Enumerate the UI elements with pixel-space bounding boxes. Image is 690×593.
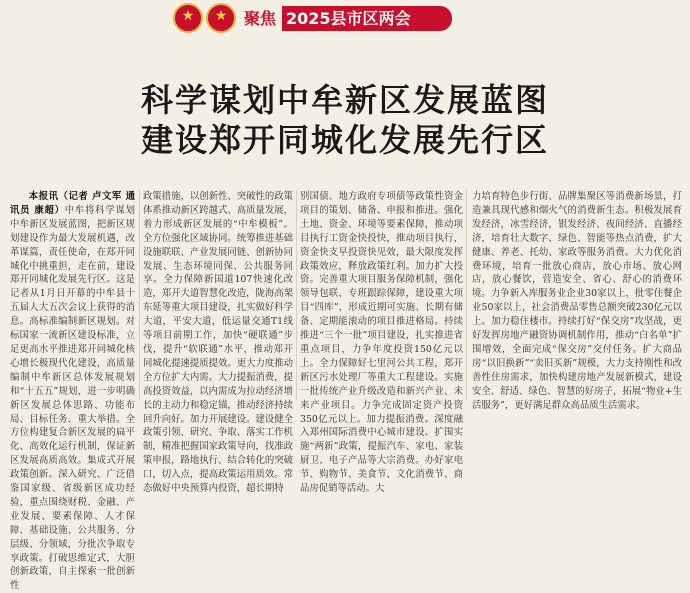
column-divider	[296, 190, 297, 400]
article-column-2	[143, 190, 294, 495]
column-text: 别国债、地方政府专项债等政策性资金项目的策划、储备、申报和推进。强化土地、资金、环境等要素保障，推动项目执行工资金快投快，推动项目执行，资金快支早投资快见效，最大限度发挥政策效应，释放政策红利。加力扩大投资。完善重大项目服务保障机制，强化领导包联、专班跟踪保障，建设重大项目“四库”，形成近期可实施、长期有储备、定期能滚动的项目推进格局。持续推进“三个一批”项目建设，扎实推进省重点项目，力争年度投资150亿元以上。全力保障好七里河公共工程，郑开新区污水处理厂等重大工程建设。实施一批传统产业升级改造和新兴产业、未来产业项目。力争完成固定资产投资350亿元以上。加力提振消费。深度融入郑州国际消费中心城市建设。扩围实施“两新”政策，提振汽车、家电、家装厨卫、电子产品等大宗消费。办好家电节、购物节、美食节、文化消费节、商品房促销等活动。大	[300, 191, 463, 495]
banner-tag: 聚焦	[244, 9, 277, 28]
column-divider	[139, 190, 140, 400]
article-column-4	[472, 190, 682, 411]
party-emblem-icon	[206, 3, 236, 33]
article-column-1	[10, 190, 135, 592]
banner-title: 2025县市区两会	[286, 9, 411, 28]
column-text: 力培育特色步行街、品牌集聚区等消费新场景，打造兼具现代感和烟火气的消费新生态。积极发展育发经济，冰雪经济，银发经济、夜间经济、直播经济，培育壮大数字、绿色、智能等热点消费，扩大健康、养老、托幼、家政等服务消费。大力优化消费环境，培育一批放心商店，放心市场、放心网店，放心餐饮，营造安全、省心、舒心的消费环境。力争新入库服务业企业30家以上，批零住餐企业50家以上，社会消费品零售总额突破230亿元以上。加力稳住楼市。持续打好“保交房”攻坚战，更好发挥房地产融资协调机制作用，推动“白名单”扩围增效，全面完成“保交房”交付任务。扩大商品房“以旧换新”“卖旧买新”规模，大力支持刚性和改善性住房需求，加快构建房地产发展新模式，建设安全、舒适、绿色、智慧的好房子，拓展“物业+生活服务”，更好满足群众高品质生活需求。	[472, 191, 682, 411]
article-column-3	[300, 190, 463, 495]
headline-line-2: 建设郑开同城化发展先行区	[140, 121, 549, 159]
column-text: 中牟将科学谋划中牟新区发展蓝图，把新区规划建设作为最大发展机遇，改革谋篇，责任使命，在郑开同城化中挑重担，走在前，建设郑开同城化发展先行区。这是记者从1月日开幕的中牟县十五届人大五次会议上获得的消息。高标准编制新区规划。对标国家一流新区建设标准，立足更高水平推进郑开同城化核心增长极现代化建设，高质量编制中牟新区总体发展规划和“十五五”规划，进一步明确新区发展总体思路、功能布局、目标任务、重大举措。全方位构建复合新区发展的扁平化、高效化运行机制，保证新区发展高质高效。集成式开展政策创新。深入研究、广泛借鉴国家级、省级新区成功经验，重点围绕财税、金融、产业发展、要素保障、人才保障、基础设施、公共服务、分层级、分领域，分批次争取专享政策。打破思维定式，大胆创新政策，自主探索一批创新性	[10, 204, 135, 592]
national-emblem-icon	[173, 3, 203, 33]
byline: 本报讯（记者 卢文军 通讯员 康超）	[10, 191, 135, 216]
section-banner	[0, 0, 690, 40]
headline-line-1: 科学谋划中牟新区发展蓝图	[140, 81, 549, 119]
column-text: 政策措施，以创新性、突破性的政策体系推动新区跨越式、高质量发展，着力形成新区发展的“中牟模板”。全方位强化区域协同。统筹推进基础设施联联、产业发展同链、创新协同发展、生态环境同保、公共服务同享。全力保障新国道107快速化改造，郑开大道智慧化改造，陇海高架东延等重大项目建设，扎实做好科学大道，平安大道，低运量交通T1线等项目前期工作，加快“硬联通”步伐，提升“软联通”水平，推动郑开同城化提速提质提效。更大力度推动全方位扩大内需。大力提振消费，提高投资效益，以内需成为拉动经济增长的主动力和稳定锚，推动经济持续回升向好。加力开展建设。建设健全政策引领、研究、争取、落实工作机制，精准把握国家政策导向，找准政策申报，路地执行、结合转化的突破口，切入点，提高政策运用质效。常态做好中央预算内投资，超长期特	[143, 191, 294, 495]
column-divider	[466, 190, 467, 400]
